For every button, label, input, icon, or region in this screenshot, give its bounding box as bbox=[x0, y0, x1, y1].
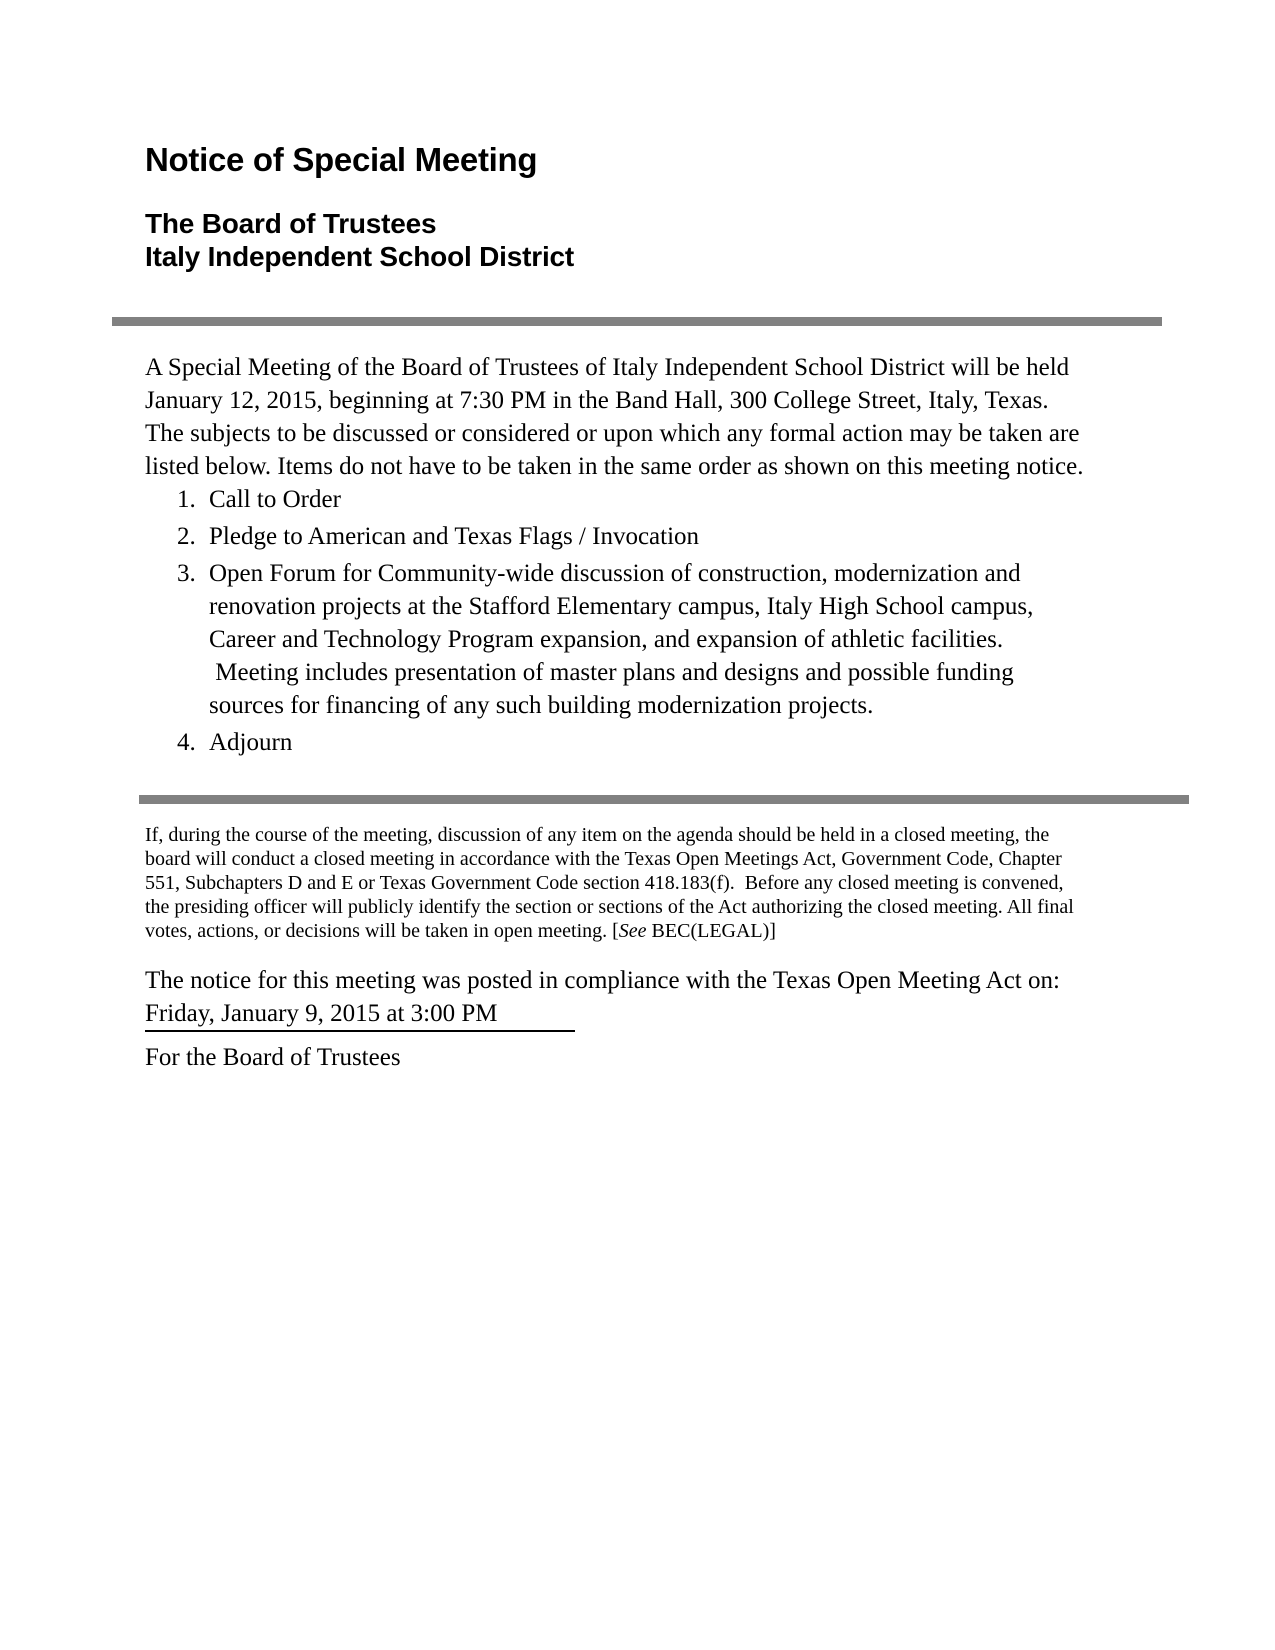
closed-meeting-line-5: votes, actions, or decisions will be taken in open meeting. [See BEC(LEGAL)] bbox=[145, 920, 776, 942]
closed-meeting-line-3: 551, Subchapters D and E or Texas Government Code section 418.183(f). Before any closed meeting is convened, bbox=[145, 872, 1064, 894]
organization-name bbox=[145, 207, 1185, 273]
agenda-item-number: 1. bbox=[177, 486, 196, 513]
subjects-paragraph bbox=[145, 417, 1185, 483]
agenda-item-number: 3. bbox=[177, 560, 196, 587]
subjects-line-1: The subjects to be discussed or considered or upon which any formal action may be taken are bbox=[145, 420, 1080, 447]
closed-meeting-line-1: If, during the course of the meeting, discussion of any item on the agenda should be held in a closed meeting, the bbox=[145, 824, 1050, 846]
intro-line-2: January 12, 2015, beginning at 7:30 PM in the Band Hall, 300 College Street, Italy, Texas. bbox=[145, 387, 1049, 414]
agenda-item-1 bbox=[145, 483, 1185, 516]
agenda-item-text: Pledge to American and Texas Flags / Invocation bbox=[209, 523, 700, 550]
closed-meeting-line-2: board will conduct a closed meeting in accordance with the Texas Open Meetings Act, Government Code, Chapter bbox=[145, 848, 1062, 870]
agenda-list bbox=[145, 483, 1185, 759]
horizontal-rule-bottom bbox=[139, 795, 1189, 804]
agenda-item-text: Open Forum for Community-wide discussion of construction, modernization and renovation projects at the Stafford Elementary campus, Italy High School campus, Career and Technology Program expansion, and expansion of athletic facilities. Meeting includes presentation of master plans and designs and possible funding sources for financing of any such building modernization projects. bbox=[209, 560, 1034, 719]
closed-meeting-line-4: the presiding officer will publicly identify the section or sections of the Act authorizing the closed meeting. All final bbox=[145, 896, 1074, 918]
org-line-1: The Board of Trustees bbox=[145, 208, 437, 239]
posting-line-1: The notice for this meeting was posted in compliance with the Texas Open Meeting Act on: bbox=[145, 967, 1060, 994]
posting-statement bbox=[145, 964, 1185, 1030]
agenda-item-3 bbox=[145, 557, 1185, 722]
closed-meeting-notice bbox=[145, 823, 1185, 943]
subjects-line-2: listed below. Items do not have to be taken in the same order as shown on this meeting notice. bbox=[145, 453, 1084, 480]
intro-line-1: A Special Meeting of the Board of Trustees of Italy Independent School District will be held bbox=[145, 354, 1070, 381]
org-line-2: Italy Independent School District bbox=[145, 241, 575, 272]
agenda-item-2 bbox=[145, 520, 1185, 553]
agenda-item-number: 4. bbox=[177, 729, 196, 756]
see-reference-italic: See bbox=[618, 920, 647, 942]
signature-label: For the Board of Trustees bbox=[145, 1044, 401, 1071]
horizontal-rule-top bbox=[112, 317, 1162, 326]
document-title: Notice of Special Meeting bbox=[145, 141, 538, 178]
signature-line bbox=[145, 1030, 575, 1032]
agenda-item-4 bbox=[145, 726, 1185, 759]
agenda-item-text: Adjourn bbox=[209, 729, 293, 756]
posting-line-2: Friday, January 9, 2015 at 3:00 PM bbox=[145, 1000, 498, 1027]
agenda-item-text: Call to Order bbox=[209, 486, 341, 513]
intro-paragraph bbox=[145, 351, 1185, 417]
agenda-item-number: 2. bbox=[177, 523, 196, 550]
